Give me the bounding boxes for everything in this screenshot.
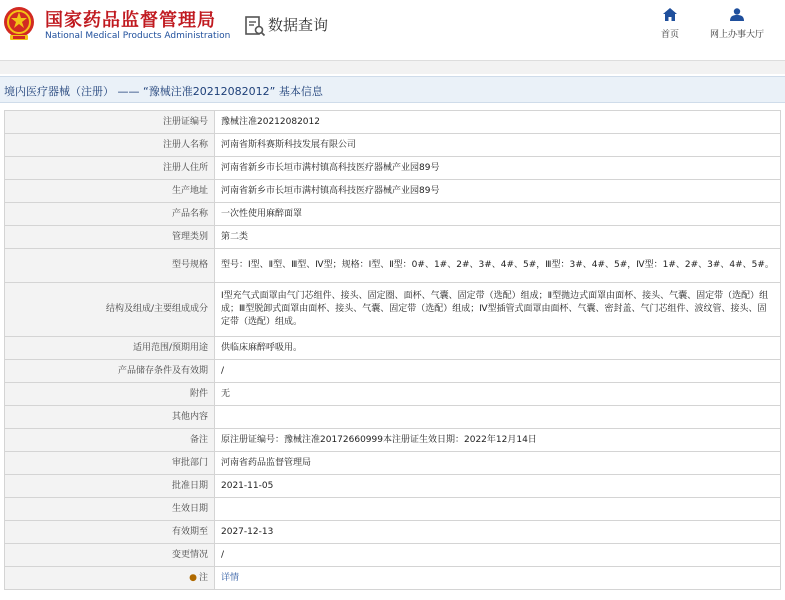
row-value: 供临床麻醉呼吸用。 [215,337,781,360]
user-icon [730,8,744,21]
row-value: 河南省新乡市长垣市满村镇高科技医疗器械产业园89号 [215,180,781,203]
row-value: 河南省药品监督管理局 [215,452,781,475]
table-row [5,180,781,203]
row-label: 批准日期 [5,475,215,498]
site-header [0,0,785,60]
row-label: 注册证编号 [5,111,215,134]
table-row [5,475,781,498]
record-title: 境内医疗器械（注册） —— “豫械注准20212082012” 基本信息 [4,85,323,98]
table-row [5,429,781,452]
table-row [5,567,781,590]
pin-icon: ● [189,572,197,583]
row-value: 原注册证编号：豫械注准20172660999本注册证生效日期：2022年12月14日 [215,429,781,452]
row-label: 审批部门 [5,452,215,475]
table-row [5,521,781,544]
row-value: / [215,360,781,383]
row-label-note [5,567,215,590]
row-value: / [215,544,781,567]
details-link[interactable]: 详情 [221,572,240,583]
nav-online-hall-button[interactable] [698,8,776,40]
row-label: 产品名称 [5,203,215,226]
table-row [5,134,781,157]
note-label: 注 [198,572,208,583]
data-query-icon [244,15,266,37]
nav-home-button[interactable] [650,8,690,40]
row-label: 注册人住所 [5,157,215,180]
site-name-cn: 国家药品监督管理局 [45,10,216,31]
header-divider [0,60,785,74]
row-value: Ⅰ型充气式面罩由气门芯组件、接头、固定圈、面杯、气囊、固定带（选配）组成；Ⅱ型拋边式面罩由面杯、接头、气囊、固定带（选配）组成；Ⅲ型脱卸式面罩由面杯、接头、气囊、固定带（选配）组成；Ⅳ型插管式面罩由面杯、气囊、密封盖、气门芯组件、波纹管、接头、固定带（选配）组成。 [215,283,781,337]
table-row [5,406,781,429]
nav-home-label: 首页 [660,30,679,40]
row-value: 无 [215,383,781,406]
row-label: 型号规格 [5,249,215,283]
registration-info-table [4,110,781,590]
row-label: 其他内容 [5,406,215,429]
row-value: 型号：Ⅰ型、Ⅱ型、Ⅲ型、Ⅳ型；规格：Ⅰ型、Ⅱ型：0#、1#、2#、3#、4#、5#，Ⅲ型：3#、4#、5#，Ⅳ型：1#、2#、3#、4#、5#。 [215,249,781,283]
data-query-title: 数据查询 [268,16,329,34]
table-row [5,383,781,406]
row-label: 有效期至 [5,521,215,544]
table-row [5,498,781,521]
site-name-en: National Medical Products Administration [45,31,231,41]
nav-online-hall-label: 网上办事大厅 [709,30,764,40]
table-row [5,226,781,249]
row-label: 变更情况 [5,544,215,567]
row-value: 河南省新乡市长垣市满村镇高科技医疗器械产业园89号 [215,157,781,180]
table-row [5,203,781,226]
national-emblem-icon [2,5,36,43]
row-label: 结构及组成/主要组成成分 [5,283,215,337]
table-row [5,360,781,383]
home-icon [663,8,677,21]
row-label: 适用范围/预期用途 [5,337,215,360]
table-row [5,283,781,337]
row-label: 生效日期 [5,498,215,521]
table-row [5,337,781,360]
row-value: 第二类 [215,226,781,249]
row-label: 管理类别 [5,226,215,249]
row-label: 产品储存条件及有效期 [5,360,215,383]
table-row [5,111,781,134]
row-value [215,406,781,429]
row-label: 生产地址 [5,180,215,203]
row-label: 注册人名称 [5,134,215,157]
record-title-bar [0,76,785,103]
row-value [215,567,781,590]
row-value: 一次性使用麻醉面罩 [215,203,781,226]
row-value: 2021-11-05 [215,475,781,498]
table-row [5,249,781,283]
table-row [5,544,781,567]
row-value: 河南省斯科赛斯科技发展有限公司 [215,134,781,157]
row-value: 豫械注准20212082012 [215,111,781,134]
row-label: 附件 [5,383,215,406]
table-row [5,157,781,180]
row-value: 2027-12-13 [215,521,781,544]
row-label: 备注 [5,429,215,452]
row-value [215,498,781,521]
table-row [5,452,781,475]
